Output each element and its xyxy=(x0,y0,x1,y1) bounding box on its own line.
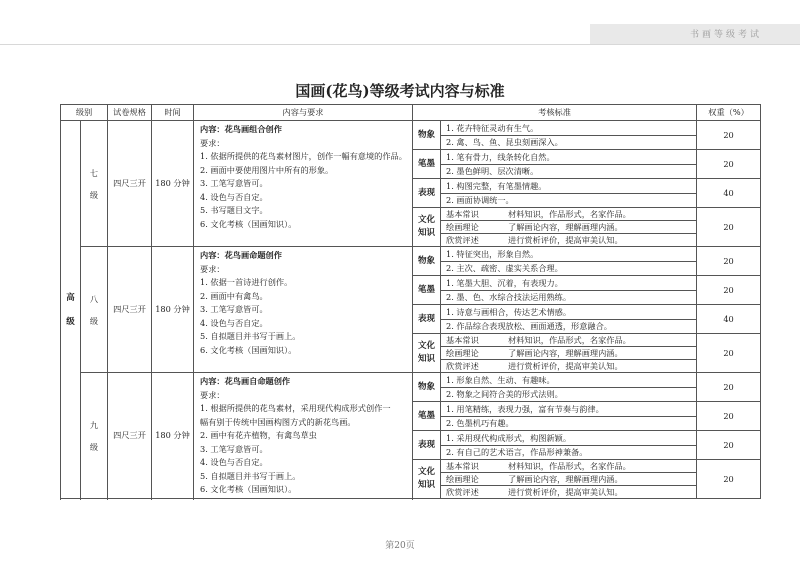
requirement-line: 1. 根据所提供的花鸟素材，采用现代构成形式创作一 xyxy=(200,403,391,413)
criteria-category-label: 物象 xyxy=(418,255,436,266)
criteria-item: 2. 禽、鸟、鱼、昆虫刻画深入。 xyxy=(441,135,697,150)
level-cell xyxy=(81,373,108,499)
standards-table xyxy=(60,104,761,499)
requirement-line: 内容：花鸟画命题创作 xyxy=(200,250,282,260)
criteria-category xyxy=(413,305,441,334)
col-content: 内容与要求 xyxy=(194,105,413,121)
criteria-item xyxy=(441,486,697,499)
level-cell xyxy=(81,247,108,373)
page-header xyxy=(0,0,800,44)
criteria-item xyxy=(441,473,697,486)
weight-cell: 40 xyxy=(697,305,761,334)
criteria-subject: 欣赏评述 xyxy=(446,486,479,497)
header-divider xyxy=(0,44,800,45)
spec-cell: 四尺三开 xyxy=(108,373,152,499)
criteria-category-label: 文化知识 xyxy=(418,215,436,238)
criteria-category-label: 笔墨 xyxy=(418,158,436,169)
table-row xyxy=(61,247,761,262)
page-title: 国画(花鸟)等级考试内容与标准 xyxy=(295,82,505,100)
criteria-item xyxy=(441,221,697,234)
requirement-line: 2. 画中有花卉植物，有禽鸟草虫 xyxy=(200,430,317,440)
requirement-line: 6. 文化考核（国画知识）。 xyxy=(200,344,297,355)
level-cell xyxy=(81,121,108,247)
requirement-line: 要求： xyxy=(200,263,225,274)
criteria-item xyxy=(441,234,697,247)
criteria-category xyxy=(413,247,441,276)
time-cell: 180 分钟 xyxy=(152,121,194,247)
criteria-detail: 进行赏析评价，提高审美认知。 xyxy=(508,486,623,497)
requirement-line: 4. 设色与否自定。 xyxy=(200,191,268,202)
criteria-detail: 材料知识，作品形式，名家作品。 xyxy=(508,334,631,345)
requirement-line: 5. 自拟题目并书写于画上。 xyxy=(200,470,301,481)
criteria-item: 2. 色墨机巧有趣。 xyxy=(441,416,697,431)
criteria-item: 2. 画面协调统一。 xyxy=(441,193,697,208)
requirement-line: 要求： xyxy=(200,389,225,400)
criteria-detail: 材料知识，作品形式，名家作品。 xyxy=(508,460,631,471)
criteria-category-label: 物象 xyxy=(418,381,436,392)
requirements-cell xyxy=(194,373,413,499)
weight-cell: 20 xyxy=(697,247,761,276)
criteria-category-label: 物象 xyxy=(418,129,436,140)
criteria-item: 1. 诗意与画相合，传达艺术情感。 xyxy=(441,305,697,320)
criteria-category xyxy=(413,334,441,373)
col-criteria: 考核标准 xyxy=(413,105,697,121)
requirement-line: 3. 工笔写意皆可。 xyxy=(200,304,268,314)
criteria-detail: 进行赏析评价，提高审美认知。 xyxy=(508,234,623,245)
col-time: 时间 xyxy=(152,105,194,121)
page-number: 第20页 xyxy=(385,541,415,551)
time-cell: 180 分钟 xyxy=(152,373,194,499)
criteria-item: 1. 笔墨大胆、沉着，有表现力。 xyxy=(441,276,697,291)
criteria-category-label: 文化知识 xyxy=(418,341,436,364)
weight-cell: 20 xyxy=(697,276,761,305)
requirement-line: 1. 依据一首诗进行创作。 xyxy=(200,277,293,287)
category-cell xyxy=(61,121,81,499)
requirement-line: 3. 工笔写意皆可。 xyxy=(200,178,268,188)
criteria-item: 2. 墨色鲜明、层次清晰。 xyxy=(441,164,697,179)
criteria-item: 1. 构图完整，有笔墨情趣。 xyxy=(441,179,697,194)
criteria-subject: 基本常识 xyxy=(446,334,479,345)
requirements-cell xyxy=(194,247,413,373)
criteria-item xyxy=(441,347,697,360)
criteria-item: 1. 特征突出，形象自然。 xyxy=(441,247,697,262)
criteria-detail: 材料知识，作品形式，名家作品。 xyxy=(508,208,631,219)
requirement-line: 4. 设色与否自定。 xyxy=(200,457,268,467)
criteria-item: 1. 形象自然、生动、有趣味。 xyxy=(441,373,697,388)
criteria-item: 2. 主次、疏密、虚实关系合理。 xyxy=(441,261,697,276)
criteria-subject: 绘画理论 xyxy=(446,221,479,232)
criteria-category-label: 表现 xyxy=(418,313,436,324)
time-cell: 180 分钟 xyxy=(152,247,194,373)
criteria-category xyxy=(413,431,441,460)
col-spec: 试卷规格 xyxy=(108,105,152,121)
weight-cell: 20 xyxy=(697,150,761,179)
requirement-line: 内容：花鸟画自命题创作 xyxy=(200,376,291,386)
criteria-item: 2. 墨、色、水综合技法运用熟练。 xyxy=(441,290,697,305)
criteria-item: 1. 用笔精练，表现力强，富有节奏与韵律。 xyxy=(441,402,697,417)
requirement-line: 6. 文化考核（国画知识）。 xyxy=(200,218,297,229)
criteria-item: 1. 笔有骨力，线条转化自然。 xyxy=(441,150,697,165)
criteria-subject: 基本常识 xyxy=(446,208,479,219)
requirement-line: 要求： xyxy=(200,137,225,148)
criteria-category-label: 表现 xyxy=(418,187,436,198)
criteria-detail: 了解画论内容，理解画理内涵。 xyxy=(508,221,623,232)
requirement-line: 内容：花鸟画组合创作 xyxy=(200,124,282,134)
spec-cell: 四尺三开 xyxy=(108,247,152,373)
header-text: 书画等级考试 xyxy=(690,30,763,40)
criteria-item xyxy=(441,208,697,221)
criteria-subject: 欣赏评述 xyxy=(446,234,479,245)
criteria-category-label: 表现 xyxy=(418,439,436,450)
criteria-detail: 进行赏析评价，提高审美认知。 xyxy=(508,360,623,371)
requirement-line: 2. 画面中要使用图片中所有的形象。 xyxy=(200,164,334,175)
criteria-category xyxy=(413,208,441,247)
weight-cell: 20 xyxy=(697,334,761,373)
weight-cell: 20 xyxy=(697,460,761,499)
criteria-category xyxy=(413,460,441,499)
col-weight: 权重（%） xyxy=(697,105,761,121)
requirement-line: 3. 工笔写意皆可。 xyxy=(200,443,268,454)
col-level: 级别 xyxy=(61,105,108,121)
criteria-item: 2. 作品综合表现放松、画面通透，形意融合。 xyxy=(441,319,697,334)
criteria-category-label: 笔墨 xyxy=(418,284,436,295)
weight-cell: 40 xyxy=(697,179,761,208)
table-row xyxy=(61,121,761,136)
requirement-line: 幅有别于传统中国画构图方式的新花鸟画。 xyxy=(200,416,356,427)
criteria-item: 1. 花卉特征灵动有生气。 xyxy=(441,121,697,136)
requirement-line: 6. 文化考核（国画知识）。 xyxy=(200,484,297,494)
weight-cell: 20 xyxy=(697,431,761,460)
criteria-item: 2. 物象之间符合美的形式法则。 xyxy=(441,387,697,402)
category-label: 高级 xyxy=(66,292,75,327)
criteria-subject: 绘画理论 xyxy=(446,473,479,484)
level-label: 八级 xyxy=(89,293,99,326)
table-body xyxy=(61,121,761,499)
criteria-category xyxy=(413,373,441,402)
requirement-line: 1. 依据所提供的花鸟素材图片，创作一幅有意境的作品。 xyxy=(200,151,407,161)
requirement-line: 2. 画面中有禽鸟。 xyxy=(200,290,268,301)
criteria-subject: 绘画理论 xyxy=(446,347,479,358)
criteria-category-label: 笔墨 xyxy=(418,410,436,421)
weight-cell: 20 xyxy=(697,373,761,402)
level-label: 九级 xyxy=(89,419,99,452)
level-label: 七级 xyxy=(89,167,99,200)
criteria-item xyxy=(441,460,697,473)
requirement-line: 5. 自拟题目并书写于画上。 xyxy=(200,331,301,341)
criteria-subject: 基本常识 xyxy=(446,460,479,471)
criteria-category xyxy=(413,121,441,150)
criteria-category-label: 文化知识 xyxy=(418,467,436,490)
weight-cell: 20 xyxy=(697,208,761,247)
criteria-item: 1. 采用现代构成形式，构图新颖。 xyxy=(441,431,697,446)
criteria-detail: 了解画论内容，理解画理内涵。 xyxy=(508,347,623,358)
weight-cell: 20 xyxy=(697,121,761,150)
requirements-cell xyxy=(194,121,413,247)
requirement-line: 5. 书写题目文字。 xyxy=(200,205,268,215)
spec-cell: 四尺三开 xyxy=(108,121,152,247)
criteria-item xyxy=(441,334,697,347)
criteria-item xyxy=(441,360,697,373)
requirement-line: 4. 设色与否自定。 xyxy=(200,317,268,328)
criteria-subject: 欣赏评述 xyxy=(446,360,479,371)
criteria-category xyxy=(413,402,441,431)
criteria-detail: 了解画论内容，理解画理内涵。 xyxy=(508,473,623,484)
criteria-item: 2. 有自己的艺术语言，作品形神兼备。 xyxy=(441,445,697,460)
criteria-category xyxy=(413,276,441,305)
criteria-category xyxy=(413,150,441,179)
table-row xyxy=(61,373,761,388)
header-row xyxy=(61,105,761,121)
criteria-category xyxy=(413,179,441,208)
weight-cell: 20 xyxy=(697,402,761,431)
